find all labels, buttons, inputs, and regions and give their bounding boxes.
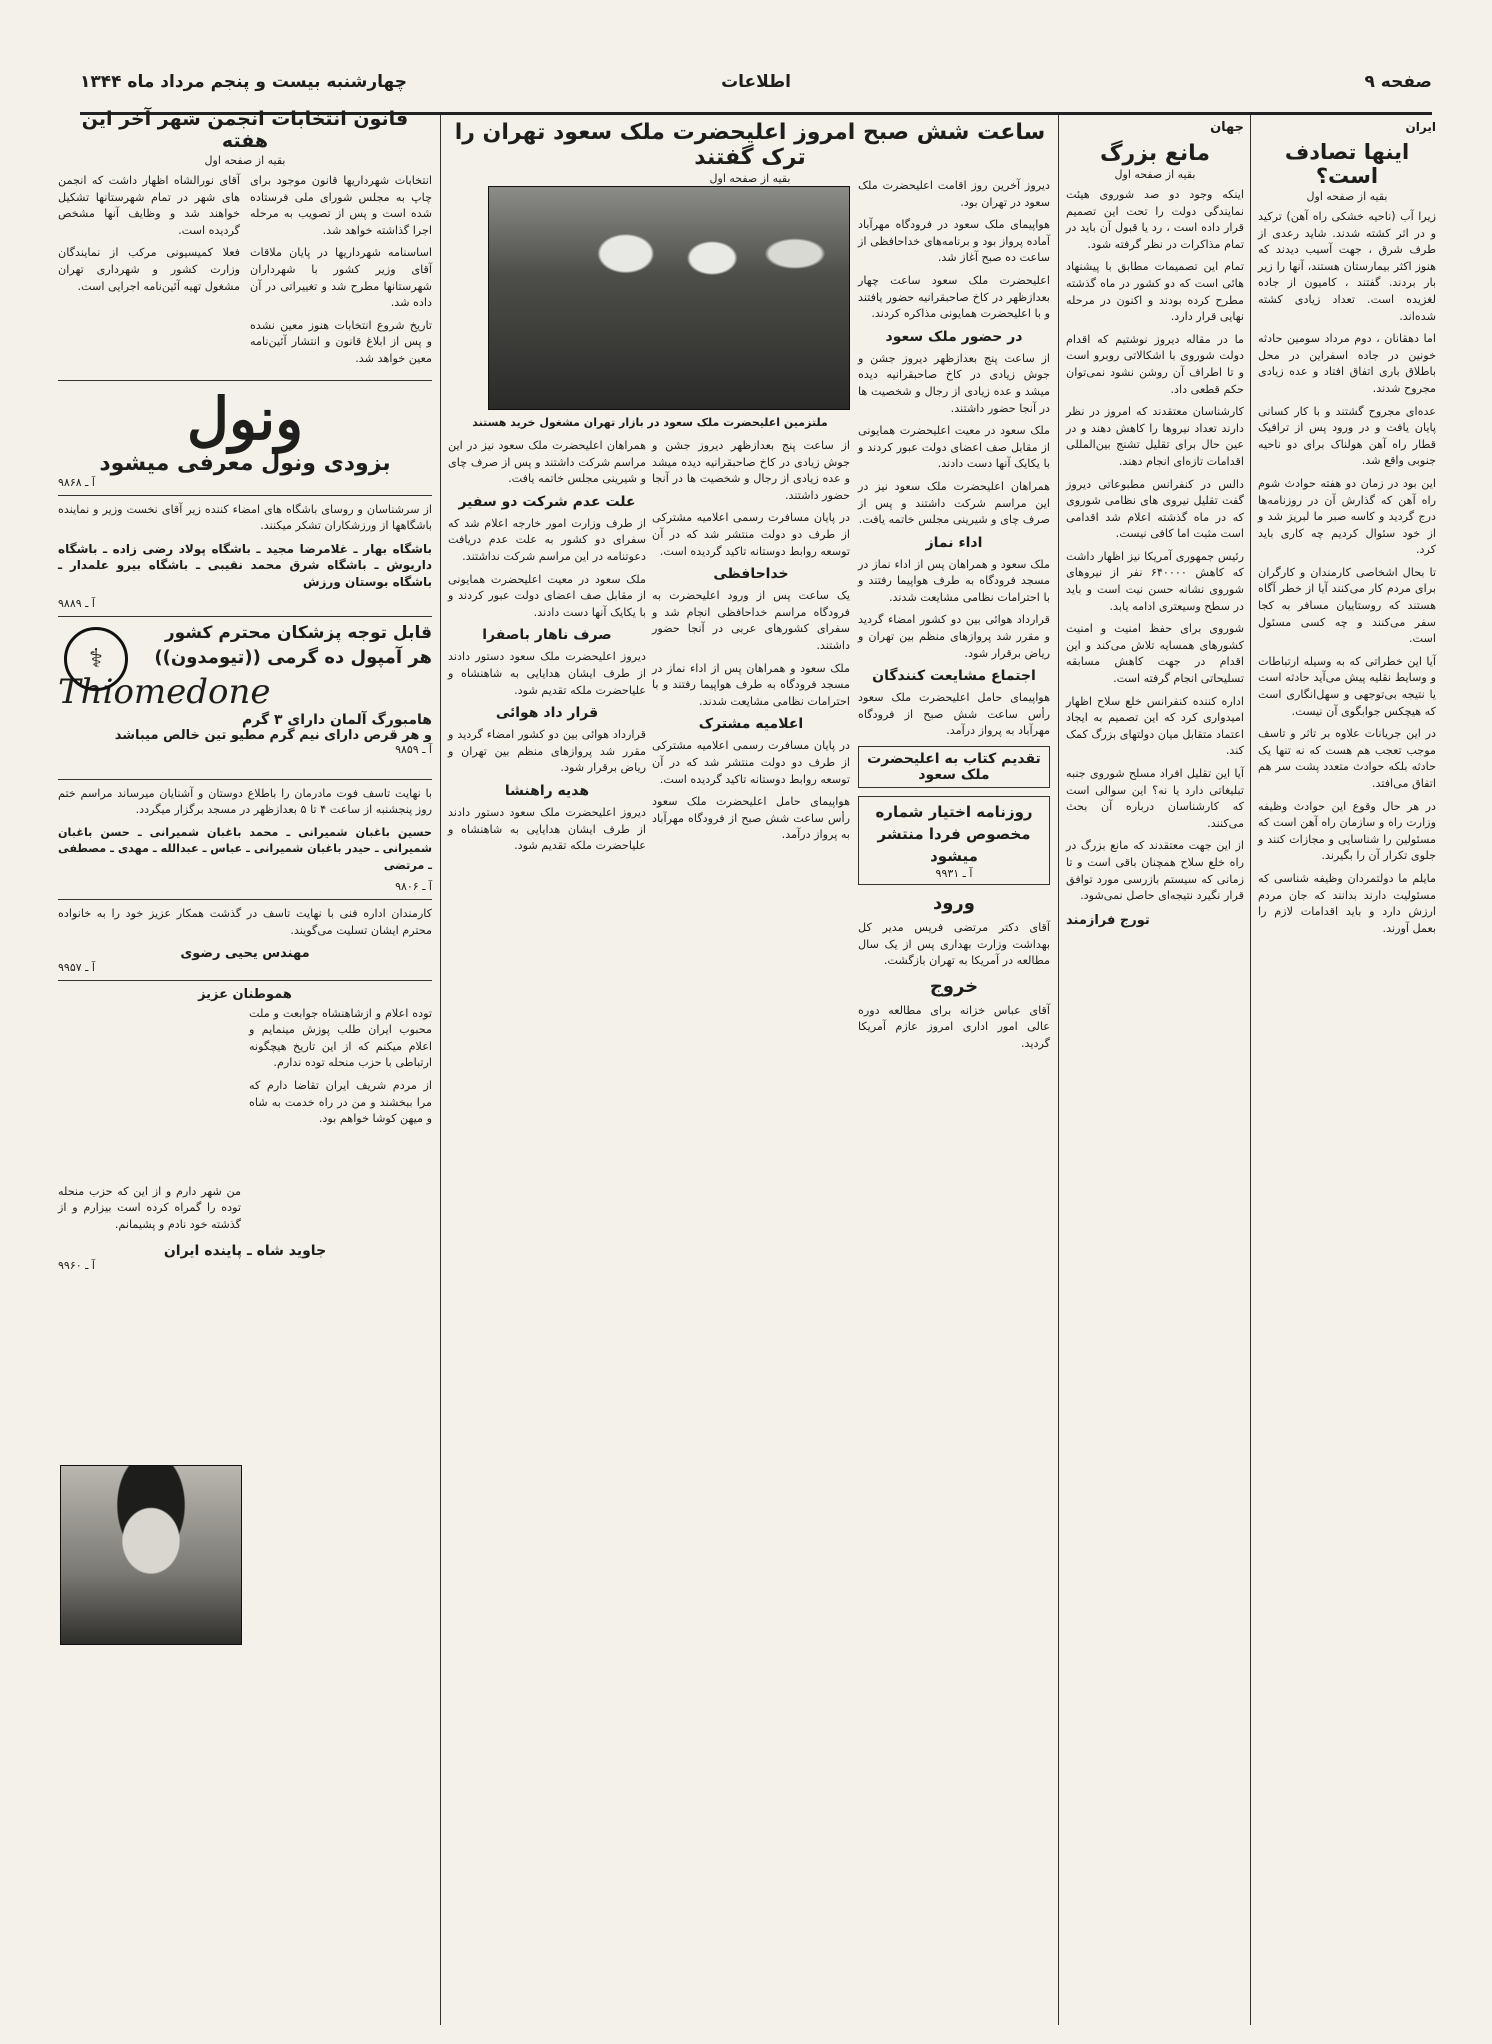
paragraph: دیروز اعلیحضرت ملک سعود دستور دادند از طرف ایشان هدایایی به شاهنشاه و علیاحضرت ملکه تقدیم شود.: [448, 650, 646, 697]
paragraph: آیا این خطراتی که به وسیله ارتباطات و وسایط نقلیه پیش می‌آید حادثه است یا نتیجه بی‌توجهی و سهل‌انگاری است که هیچکس جوابگوی آن نیست.: [1258, 654, 1436, 718]
column-world: [1066, 120, 1244, 928]
ad-latin-name: Thiomedone: [58, 671, 271, 712]
paragraph: هواپیمای حامل اعلیحضرت ملک سعود رأس ساعت شش صبح از فرودگاه مهرآباد به پرواز درآمد.: [858, 691, 1050, 738]
paragraph: دالس در کنفرانس مطبوعاتی دیروز گفت تقلیل نیروی های نظامی شوروی که در ماه گذشته اعلام شد اقدامی است مثبت اما کافی نیست.: [1066, 477, 1244, 541]
subheading: ورود: [933, 893, 975, 915]
news-photo: [488, 186, 850, 410]
portrait-photo: [60, 1465, 242, 1645]
article-title: اینها تصادف است؟: [1284, 140, 1410, 188]
column-rule: [440, 115, 441, 2025]
article-municipal-election: [58, 108, 432, 1272]
divider: [58, 380, 432, 381]
article-column: [858, 178, 1050, 1059]
article-title: قانون انتخابات انجمن شهر آخر این هفته: [81, 108, 409, 152]
paragraph: آقای دکتر مرتضی فریس مدیر کل بهداشت وزارت بهداری پس از یک سال مطالعه در آمریکا به تهران بازگشت.: [858, 921, 1050, 968]
subheading: علت عدم شرکت دو سفیر: [458, 493, 636, 510]
ad-code: آ ـ ۹۹۶۰: [58, 1259, 95, 1273]
divider: [58, 495, 432, 496]
notice-signature: مهندس یحیی رضوی: [180, 945, 310, 961]
notice-signature: جاوید شاه ـ پاینده ایران: [163, 1243, 327, 1260]
paragraph: هواپیمای حامل اعلیحضرت ملک سعود رأس ساعت شش صبح از فرودگاه مهرآباد به پرواز درآمد.: [652, 795, 850, 842]
article-title: مانع بزرگ: [1100, 141, 1210, 166]
paragraph: ما در مقاله دیروز نوشتیم که اقدام دولت شوروی با اشکالاتی روبرو است و تا اطراف آن روشن نشود نمی‌توان حکم قطعی داد.: [1066, 332, 1244, 396]
paragraph: قرارداد هوائی بین دو کشور امضاء گردید و مقرر شد پروازهای منظم بین تهران و ریاض برقرار شود.: [448, 728, 646, 775]
ad-box: [858, 796, 1050, 885]
subheading: هدیه راهنشا: [504, 782, 590, 799]
subheading: صرف ناهار باصفرا: [482, 627, 612, 644]
paragraph: اداره کننده کنفرانس خلع سلاح اظهار امیدواری کرد که این تصمیم به ایجاد اعتماد متقابل میان دولتهای بزرگ کمک کند.: [1066, 694, 1244, 758]
column-editorial: [1258, 120, 1436, 943]
section-label: جهان: [1210, 120, 1244, 135]
subheading: خداحافظی: [713, 566, 789, 583]
photo-caption-block: [450, 414, 850, 435]
paragraph: در هر حال وقوع این حوادث وظیفه وزارت راه و سازمان راه آهن است که مسئولین را شناسایی و مجازات کنند و جلوی تکرار آن را بگیرند.: [1258, 799, 1436, 863]
paragraph: عده‌ای مجروح گشتند و با کار کسانی پایان یافت و در ورود پس از ترافیک قطار راه آهن هولناک برای دو ناحیه جنوبی واقع شد.: [1258, 404, 1436, 468]
ad-venus: [58, 384, 432, 489]
paragraph: اما دهقانان ، دوم مرداد سومین حادثه خونین در جاده اسفراین در محل باطلاق باری اتفاق افتاد و عده زیادی مجروح شدند.: [1258, 332, 1436, 395]
subheading: تقدیم کتاب به اعلیحضرت ملک سعود: [867, 751, 1041, 784]
divider: [58, 899, 432, 900]
paragraph: در پایان مسافرت رسمی اعلامیه مشترکی از طرف دو دولت منتشر شد که در آن توسعه روابط دوستانه تاکید گردیده است.: [652, 511, 850, 558]
ad-code: آ ـ ۹۸۵۹: [395, 742, 432, 756]
article-column: [448, 438, 646, 861]
subheading: اجتماع مشایعت کنندگان: [872, 668, 1036, 685]
paragraph: دیروز اعلیحضرت ملک سعود دستور دادند از طرف ایشان هدایایی به شاهنشاه و علیاحضرت ملکه تقدیم شود.: [448, 805, 646, 853]
continued-label: بقیه از صفحه اول: [709, 172, 791, 185]
ad-code: آ ـ ۹۸۶۸: [58, 475, 95, 489]
ad-code: آ ـ ۹۹۳۱: [935, 867, 973, 881]
paragraph: تا بحال اشخاصی کارمندان و کارگران برای مردم کار می‌کنند آیا از خطر آگاه هستند که روستاییان مسافر به کجا سفر می‌کنند و چه کسی مسئول است.: [1258, 565, 1436, 646]
paragraph: ملک سعود و همراهان پس از اداء نماز در مسجد فرودگاه به طرف هواپیما رفتند و با احترامات نظامی مشایعت شدند.: [858, 557, 1050, 604]
paragraph: ملک سعود و همراهان پس از اداء نماز در مسجد فرودگاه به طرف هواپیما رفتند و با احترامات نظامی مشایعت شدند.: [652, 661, 850, 708]
ad-subtitle: بزودی ونول معرفی میشود: [99, 450, 391, 476]
paragraph: شوروی برای حفظ امنیت و امنیت کشورهای همسایه تلاش می‌کند و این اقدام در جهت کاهش مسابقه تسلیحاتی انجام گرفته است.: [1066, 622, 1244, 686]
ad-desc: و هر قرص دارای نیم گرم مطیو تین خالص میباشد: [114, 727, 432, 743]
paragraph: از ساعت پنج بعدازظهر دیروز جشن و جوش زیادی در کاخ صاحبقرانیه دیده میشد و عده زیادی از رجال و شخصیت ها در آنجا حضور داشتند.: [652, 439, 850, 502]
ad-code: آ ـ ۹۸۰۶: [395, 880, 432, 894]
staff-notice: [58, 906, 432, 973]
paragraph: آقای عباس خزانه برای مطالعه دوره عالی امور اداری امروز عازم آمریکا گردید.: [858, 1003, 1050, 1050]
article-title: ساعت شش صبح امروز اعلیحضرت ملک سعود تهران را ترک گفتند: [454, 120, 1046, 170]
section-label: ایران: [1405, 120, 1436, 134]
subheading: اعلامیه مشترک: [698, 716, 804, 733]
paragraph: من شهر دارم و از این که حزب منحله توده را گمراه کرده است بیزارم و از گذشته خود نادم و پشیمانم.: [58, 1184, 241, 1231]
ad-code: آ ـ ۹۹۵۷: [58, 960, 95, 974]
divider: [58, 980, 432, 981]
pharma-logo-icon: ⚕: [64, 627, 128, 691]
compatriot-notice: [58, 987, 432, 1273]
paragraph: از ساعت پنج بعدازظهر دیروز جشن و جوش زیادی در کاخ صاحبقرانیه دیده میشد و عده زیادی از رجال و شخصیت ها در آنجا حضور داشتند.: [858, 351, 1050, 415]
paragraph: رئیس جمهوری آمریکا نیز اظهار داشت که کاهش ۶۴۰۰۰۰ نفر از نیروهای شوروی نشانه حسن نیت است و باید در سطح وسیعتری ادامه یابد.: [1066, 549, 1244, 613]
mourning-notice: [58, 786, 432, 894]
ad-title: روزنامه اختیار شماره مخصوص فردا منتشر میشود: [875, 803, 1033, 866]
paragraph: هواپیمای ملک سعود در فرودگاه مهرآباد آماده پرواز بود و برنامه‌های خداحافظی از ساعت ده صبح آغاز شد.: [858, 218, 1050, 265]
continued-label: بقیه از صفحه اول: [1114, 168, 1196, 181]
paragraph: قرارداد هوائی بین دو کشور امضاء گردید و مقرر شد پروازهای منظم بین تهران و ریاض برقرار شود.: [858, 613, 1050, 660]
paragraph: فعلا کمیسیونی مرکب از نمایندگان وزارت کشور و شهرداری تهران مشغول تهیه آئین‌نامه اجرایی است.: [58, 246, 240, 293]
ad-product: هر آمپول ده گرمی ((تیومدون)): [154, 646, 432, 668]
subheading: اداء نماز: [925, 534, 983, 551]
book-presentation-box: [858, 746, 1050, 788]
ad-desc: هامبورگ آلمان دارای ۳ گرم: [241, 711, 432, 728]
paragraph: این بود در زمان دو هفته حوادث شوم راه آهن که گذارش آن در روزنامه‌ها درج گردید و کاسه صبر ما لبریز شد و از خود سئوال کردیم چه کاری باید کرد.: [1258, 476, 1436, 557]
paragraph: ملک سعود در معیت اعلیحضرت همایونی از مقابل صف اعضای دولت عبور کردند و با یکایک آنها دست دادند.: [858, 424, 1050, 471]
continued-label: بقیه از صفحه اول: [1306, 190, 1388, 203]
paragraph: با نهایت تاسف فوت مادرمان را باطلاع دوستان و آشنایان میرساند مراسم ختم روز پنجشنبه از ساعت ۴ تا ۵ بعدازظهر در مسجد برگزار میگردد.: [58, 786, 432, 817]
paragraph: همراهان اعلیحضرت ملک سعود نیز در این مراسم شرکت داشتند و پس از صرف چای و شیرینی مجلس خاتمه یافت.: [448, 439, 646, 486]
paragraph: در پایان مسافرت رسمی اعلامیه مشترکی از طرف دو دولت منتشر شد که در آن توسعه روابط دوستانه تاکید گردیده است.: [652, 739, 850, 786]
paragraph: از طرف وزارت امور خارجه اعلام شد که سفرای دو کشور به علت عدم دریافت دعوتنامه در این مراسم شرکت نداشتند.: [448, 516, 646, 563]
club-list: باشگاه بهار ـ غلامرضا مجید ـ باشگاه پولاد رضی زاده ـ باشگاه داریوش ـ باشگاه شرق محمد نقیبی ـ باشگاه بیرو علمدار ـ باشگاه بوستان ورزش: [58, 541, 432, 589]
subheading: خروج: [929, 975, 979, 997]
paragraph: زیرا آب (ناحیه خشکی راه آهن) ترکید و در اثر کشته شدند. شاید رعدی از طرف شرق ، جهت آسیب دیدند که هنوز اکثر بیمارستان هستند، آنها را زیر بار بردند. گفتند ، کامیون از جاده لغزیده است. تعداد زیادی کشته شده‌اند.: [1258, 210, 1436, 323]
paragraph: اعلیحضرت ملک سعود ساعت چهار بعدازظهر در کاخ صاحبقرانیه حضور یافتند و با اعلیحضرت همایونی مذاکره کردند.: [858, 273, 1050, 321]
paragraph: مایلم ما دولتمردان وظیفه شناسی که مسئولیت دارند بدانند که جان مردم ارزش دارد و باید اقدامات لازم را بعمل آورند.: [1258, 871, 1436, 935]
subheading: قرار داد هوائی: [495, 705, 599, 722]
divider: [58, 616, 432, 617]
paragraph: تمام این تصمیمات مطابق با پیشنهاد هائی است که دو کشور در ماه گذشته مطرح کرده بودند و اکنون در مرحله نهایی قرار دارد.: [1066, 260, 1244, 324]
paragraph: توده اعلام و ازشاهنشاه جوابعت و ملت محبوب ایران طلب پوزش مینمایم و اعلام میکنم که از این تاریخ هیچگونه ارتباطی با حزب منحله توده ندارم.: [249, 1006, 432, 1070]
paragraph: همراهان اعلیحضرت ملک سعود نیز در این مراسم شرکت داشتند و پس از صرف چای و شیرینی مجلس خاتمه یافت.: [858, 479, 1050, 527]
paragraph: ملک سعود در معیت اعلیحضرت همایونی از مقابل صف اعضای دولت عبور کردند و با یکایک آنها دست دادند.: [448, 572, 646, 619]
paragraph: آقای نورالشاه اظهار داشت که انجمن های شهر در تمام شهرستانها تشکیل خواهند شد و وظایف آنها مشخص گردیده است.: [58, 174, 240, 237]
paragraph: اساسنامه شهرداریها در پایان ملاقات آقای وزیر کشور با شهرداران شهرستانها مطرح شد و تغییراتی در آن داده شد.: [250, 246, 432, 310]
paragraph: از این جهت معتقدند که مانع بزرگ در راه خلع سلاح همچنان باقی است و تا زمانی که سیستم بازرسی مورد توافق قرار نگیرد نتیجه‌ای حاصل نمی‌شود.: [1066, 839, 1244, 903]
photo-caption: ملتزمین اعلیحضرت ملک سعود در بازار تهران مشغول خرید هستند: [472, 416, 828, 429]
paragraph: از سرشناسان و روسای باشگاه های امضاء کننده زیر آقای نخست وزیر و نماینده باشگاهها از ورزشکاران تشکر میکنند.: [58, 502, 432, 533]
subheading: در حضور ملک سعود: [885, 328, 1023, 345]
continued-label: بقیه از صفحه اول: [204, 154, 286, 167]
paragraph: دیروز آخرین روز اقامت اعلیحضرت ملک سعود در تهران بود.: [858, 179, 1050, 209]
paragraph: کارشناسان معتقدند که امروز در نظر دارند تعداد نیروها را کاهش دهند و در عین حال برای تقلیل تشنج بین‌المللی اقدامات تازه‌ای انجام دهند.: [1066, 405, 1244, 468]
paragraph: آیا این تقلیل افراد مسلح شوروی جنبه تبلیغاتی دارد یا نه؟ این سوالی است که کارشناسان درباره آن بحث می‌کنند.: [1066, 767, 1244, 830]
column-rule: [1250, 115, 1251, 2025]
paragraph: کارمندان اداره فنی با نهایت تاسف در گذشت همکار عزیز خود را به خانواده محترم ایشان تسلیت می‌گویند.: [58, 907, 432, 938]
paragraph: از مردم شریف ایران تقاضا دارم که مرا ببخشند و من در راه خدمت به شاه و میهن کوشا خواهم بود.: [249, 1079, 432, 1126]
ad-headline: قابل توجه پزشکان محترم کشور: [164, 622, 432, 643]
column-rule: [1058, 115, 1059, 2025]
ad-code: آ ـ ۹۸۸۹: [58, 596, 95, 610]
notice-title: هموطنان عزیز: [198, 986, 292, 1002]
article-column: [652, 438, 850, 850]
page-number: صفحه ۹: [1364, 72, 1432, 92]
paragraph: در این جریانات علاوه بر تاثر و تاسف موجب تعجب هم هست که نه تنها یک حادثه بلکه حوادث متعدد پشت سر هم اتفاق می‌افتد.: [1258, 727, 1436, 790]
divider: [58, 779, 432, 780]
paragraph: تاریخ شروع انتخابات هنوز معین نشده و پس از ابلاغ قانون و انتشار آئین‌نامه معین خواهد شد.: [250, 318, 432, 365]
author-signature: تورج فرازمند: [1066, 912, 1150, 928]
issue-date: چهارشنبه بیست و پنجم مرداد ماه ۱۳۴۴: [80, 72, 407, 92]
names-list: حسین باغبان شمیرانی ـ محمد باغبان شمیرانی ـ حسن باغبان شمیرانی ـ حیدر باغبان شمیرانی ـ عباس ـ عبدالله ـ مهدی ـ مصطفی ـ مرتضی: [58, 825, 432, 872]
paper-name: اطلاعات: [721, 72, 791, 92]
paragraph: اینکه وجود دو صد شوروی هیئت نمایندگی دولت را تحت این تصمیم قرار داده است ، رد یا قبول آن باید در تمام مذاکرات در نظر گرفته شود.: [1066, 188, 1244, 251]
ad-thiomedone: [58, 623, 432, 773]
paragraph: انتخابات شهرداریها قانون موجود برای چاپ به مجلس شورای ملی فرستاده شده است و پس از تصویب به مرحله اجرا گذاشته خواهد شد.: [250, 174, 432, 237]
ad-brand: ونول: [186, 384, 304, 453]
paragraph: یک ساعت پس از ورود اعلیحضرت به فرودگاه مراسم خداحافظی انجام شد و سفرای کشورهای عربی در آنجا حضور داشتند.: [652, 589, 850, 652]
